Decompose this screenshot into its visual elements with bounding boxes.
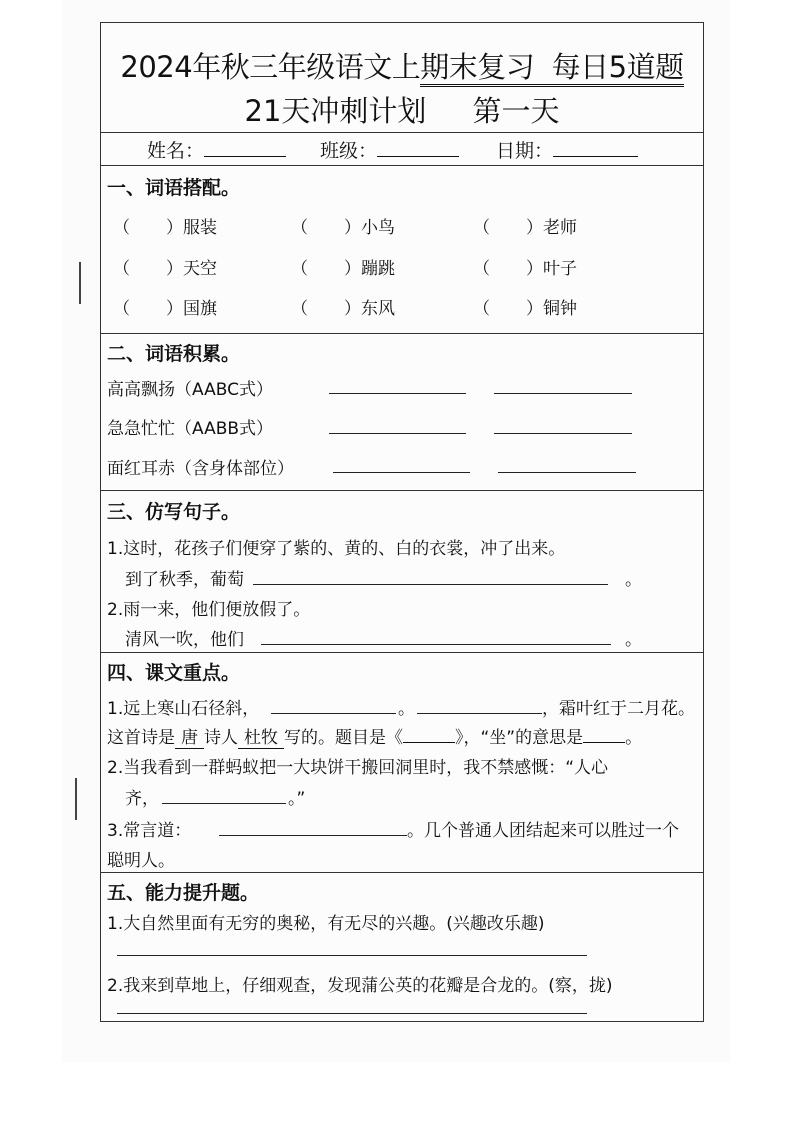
word-item-2-label: 急急忙忙（AABB式） xyxy=(107,419,274,439)
match-row-3-col-3[interactable]: （ ）铜钟 xyxy=(473,299,577,319)
match-row-2-col-3[interactable]: （ ）叶子 xyxy=(473,259,577,279)
word-item-3-label: 面红耳赤（含身体部位） xyxy=(107,459,294,479)
proverb-blank[interactable] xyxy=(219,835,407,836)
poem-blank-2[interactable] xyxy=(417,713,542,714)
match-row-3-col-1[interactable]: （ ）国旗 xyxy=(113,299,217,319)
match-row-1-col-2[interactable]: （ ）小鸟 xyxy=(291,218,395,238)
date-label: 日期： xyxy=(496,140,554,162)
word-item-2-blank-1[interactable] xyxy=(329,433,466,434)
zuo-meaning-blank[interactable] xyxy=(583,726,625,743)
imitate-q2-example: 2.雨一来，他们便放假了。 xyxy=(107,600,311,620)
divider xyxy=(101,132,703,133)
margin-mark-top xyxy=(79,262,81,304)
plan-title: 21天冲刺计划 xyxy=(244,94,427,128)
divider xyxy=(101,333,703,334)
word-item-1-label: 高高飘扬（AABC式） xyxy=(107,380,273,400)
imitate-q2-prompt: 清风一吹，他们 xyxy=(125,630,244,650)
poem-q1-part1: 1.远上寒山石径斜， xyxy=(107,699,260,719)
proverb-q3-b: 。几个普通人团结起来可以胜过一个 xyxy=(407,821,679,841)
margin-mark-bottom xyxy=(75,778,77,820)
worksheet xyxy=(100,22,704,1022)
improve-q1-answer-line[interactable] xyxy=(117,955,587,956)
poem-q1-part2: 。 xyxy=(398,699,415,719)
class-blank[interactable] xyxy=(377,140,459,157)
imitate-q1-blank[interactable] xyxy=(253,584,608,585)
improve-q2-answer-line[interactable] xyxy=(117,1013,587,1014)
section5-heading: 五、能力提升题。 xyxy=(107,882,260,904)
dynasty-answer: 唐 xyxy=(175,728,204,749)
word-item-3-blank-2[interactable] xyxy=(498,472,636,473)
word-item-3-blank-1[interactable] xyxy=(333,472,470,473)
poem-q1-part3: ，霜叶红于二月花。 xyxy=(542,699,695,719)
divider xyxy=(101,165,703,166)
match-row-1-col-3[interactable]: （ ）老师 xyxy=(473,218,577,238)
poem-blank-1[interactable] xyxy=(271,713,396,714)
ant-q2-blank[interactable] xyxy=(162,803,286,804)
imitate-q2-blank[interactable] xyxy=(261,644,611,645)
ant-q2-line2a: 齐， xyxy=(125,789,159,809)
ant-q2-line2b: 。” xyxy=(288,789,306,809)
date-blank[interactable] xyxy=(553,140,638,157)
title-line-1 xyxy=(101,45,703,86)
day-label: 第一天 xyxy=(472,94,560,128)
match-row-3-col-2[interactable]: （ ）东风 xyxy=(291,299,395,319)
section4-heading: 四、课文重点。 xyxy=(107,662,241,684)
divider xyxy=(101,652,703,653)
imitate-q2-end: 。 xyxy=(625,630,642,650)
match-row-1-col-1[interactable]: （ ）服装 xyxy=(113,218,217,238)
divider xyxy=(101,490,703,491)
word-item-1-blank-1[interactable] xyxy=(329,393,466,394)
match-row-2-col-1[interactable]: （ ）天空 xyxy=(113,259,217,279)
improve-q1: 1.大自然里面有无穷的奥秘，有无尽的兴趣。(兴趣改乐趣) xyxy=(107,914,545,934)
title-line-2 xyxy=(101,89,703,130)
imitate-q1-prompt: 到了秋季，葡萄 xyxy=(125,570,244,590)
ant-q2-line1: 2.当我看到一群蚂蚁把一大块饼干搬回洞里时，我不禁感慨：“人心 xyxy=(107,758,609,778)
improve-q2: 2.我来到草地上，仔细观查，发现蒲公英的花瓣是合龙的。(察，拢) xyxy=(107,976,613,996)
name-blank[interactable] xyxy=(204,140,286,157)
class-field[interactable] xyxy=(320,136,459,163)
class-label: 班级： xyxy=(320,140,378,162)
name-field[interactable] xyxy=(147,136,286,163)
poem-title-blank[interactable] xyxy=(403,726,455,743)
imitate-q1-example: 1.这时，花孩子们便穿了紫的、黄的、白的衣裳，冲了出来。 xyxy=(107,539,566,559)
match-row-2-col-2[interactable]: （ ）蹦跳 xyxy=(291,259,395,279)
divider xyxy=(101,872,703,873)
title-prefix: 2024年秋三年级语文上 xyxy=(120,50,421,84)
poet-answer: 杜牧 xyxy=(238,728,284,749)
date-field[interactable] xyxy=(496,136,638,163)
title-underlined: 期末复习 每日5道题 xyxy=(420,50,683,87)
section1-heading: 一、词语搭配。 xyxy=(107,177,241,199)
imitate-q1-end: 。 xyxy=(625,570,642,590)
section3-heading: 三、仿写句子。 xyxy=(107,501,241,523)
word-item-1-blank-2[interactable] xyxy=(494,393,632,394)
proverb-q3-c: 聪明人。 xyxy=(107,851,175,871)
word-item-2-blank-2[interactable] xyxy=(494,433,632,434)
section2-heading: 二、词语积累。 xyxy=(107,343,241,365)
proverb-q3-a: 3.常言道： xyxy=(107,821,192,841)
poem-q1-line2: 这首诗是 唐 诗人 杜牧 写的。题目是《 》，“坐”的意思是 。 xyxy=(107,728,643,748)
name-label: 姓名： xyxy=(147,140,205,162)
